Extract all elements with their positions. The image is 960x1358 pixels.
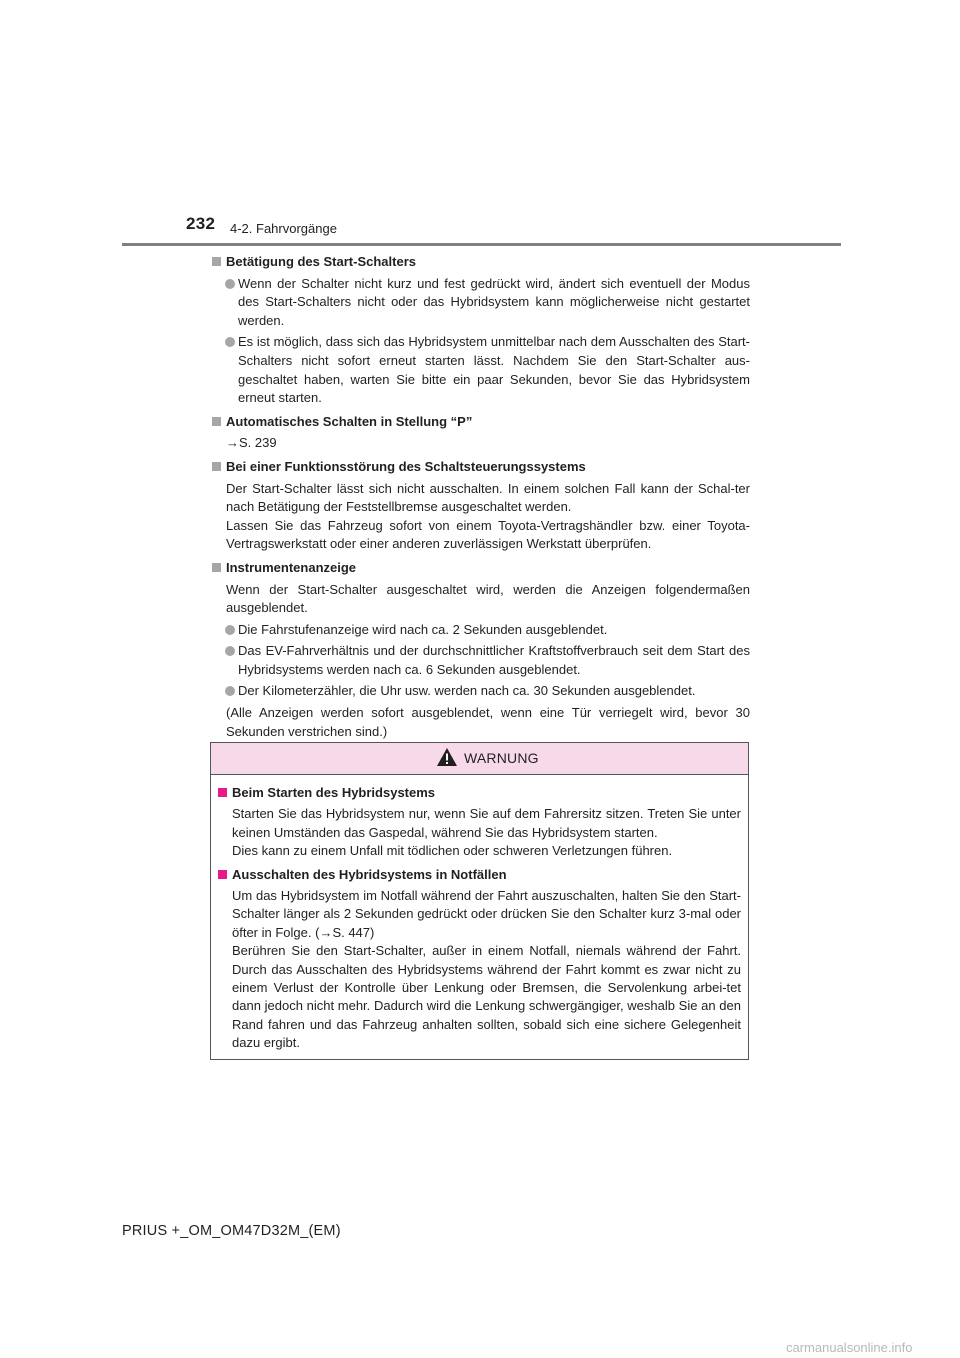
paragraph: Wenn der Start-Schalter ausgeschaltet wird, werden die Anzeigen folgendermaßen ausgeblendet. — [226, 581, 750, 616]
main-content — [210, 253, 750, 744]
warning-heading: Ausschalten des Hybridsystems in Notfällen — [216, 866, 741, 884]
square-bullet-icon — [218, 788, 227, 797]
square-bullet-icon — [212, 257, 221, 266]
section-heading: Automatisches Schalten in Stellung “P” — [210, 413, 750, 432]
warning-header — [211, 743, 748, 775]
warning-heading: Beim Starten des Hybridsystems — [216, 784, 741, 802]
section-heading: Betätigung des Start-Schalters — [210, 253, 750, 272]
square-bullet-icon — [212, 417, 221, 426]
bullet-item: Das EV-Fahrverhältnis und der durchschnittlicher Kraftstoffverbrauch seit dem Start des Hybridsystems werden nach ca. 6 Sekunden ausgeblendet. — [210, 642, 750, 679]
header-rule — [122, 243, 841, 246]
circle-bullet-icon — [225, 686, 235, 696]
paragraph: Lassen Sie das Fahrzeug sofort von einem Toyota-Vertragshändler bzw. einer Toyota-Vertragswerkstatt oder einer anderen zuverlässigen Werkstatt überprüfen. — [226, 517, 750, 552]
paragraph: Berühren Sie den Start-Schalter, außer in einem Notfall, niemals während der Fahrt. Durch das Ausschalten des Hybridsystems während der Fahrt kommt es zwar nicht zu einem Verlust der Kontrolle über Lenkung oder Bremsen, die Servolenkung arbei-tet dann jedoch nicht mehr. Dadurch wird die Lenkung schwergängiger, weshalb Sie an den Rand fahren und das Fahrzeug anhalten sollten, sobald sich eine sichere Gelegenheit dazu ergibt. — [232, 943, 741, 1051]
paragraph: (Alle Anzeigen werden sofort ausgeblendet, wenn eine Tür verriegelt wird, bevor 30 Sekunden verstrichen sind.) — [226, 705, 750, 739]
warning-triangle-icon — [436, 747, 458, 767]
square-bullet-icon — [212, 462, 221, 471]
bullet-item: Der Kilometerzähler, die Uhr usw. werden nach ca. 30 Sekunden ausgeblendet. — [210, 682, 750, 701]
bullet-item: Die Fahrstufenanzeige wird nach ca. 2 Sekunden ausgeblendet. — [210, 621, 750, 640]
warning-box — [210, 742, 749, 1060]
page-number: 232 — [186, 214, 216, 233]
circle-bullet-icon — [225, 625, 235, 635]
warning-content — [216, 784, 741, 1056]
arrow-icon: → — [226, 435, 239, 451]
page-reference[interactable]: →S. 239 — [226, 435, 277, 451]
circle-bullet-icon — [225, 279, 235, 289]
warning-title: WARNUNG — [464, 750, 539, 766]
bullet-item: Es ist möglich, dass sich das Hybridsystem unmittelbar nach dem Ausschalten des Start-Schalters nicht sofort erneut starten lässt. Nachdem Sie den Start-Schalter aus-geschaltet haben, warten Sie bitte ein paar Sekunden, bevor Sie das Hybridsystem erneut starten. — [210, 333, 750, 407]
watermark: carmanualsonline.info — [786, 1340, 913, 1355]
paragraph: Um das Hybridsystem im Notfall während der Fahrt auszuschalten, halten Sie den Start-Schalter länger als 2 Sekunden gedrückt oder drücken Sie den Schalter kurz 3-mal oder öfter in Folge. (→S. 447) — [232, 888, 741, 940]
paragraph: Dies kann zu einem Unfall mit tödlichen oder schweren Verletzungen führen. — [232, 843, 673, 859]
section-heading: Bei einer Funktionsstörung des Schaltsteuerungssystems — [210, 458, 750, 477]
paragraph: Starten Sie das Hybridsystem nur, wenn Sie auf dem Fahrersitz sitzen. Treten Sie unter keinen Umständen das Gaspedal, während Sie das Hybridsystem starten. — [232, 806, 741, 840]
square-bullet-icon — [218, 870, 227, 879]
footer-code: PRIUS +_OM_OM47D32M_(EM) — [122, 1223, 341, 1239]
section-title: 4-2. Fahrvorgänge — [230, 221, 337, 236]
bullet-item: Wenn der Schalter nicht kurz und fest gedrückt wird, ändert sich eventuell der Modus des Start-Schalters nicht oder das Hybridsystem kann möglicherweise nicht gestartet werden. — [210, 275, 750, 331]
circle-bullet-icon — [225, 337, 235, 347]
paragraph: Der Start-Schalter lässt sich nicht ausschalten. In einem solchen Fall kann der Schal-ter nach Betätigung der Feststellbremse ausgeschaltet werden. — [226, 480, 750, 515]
square-bullet-icon — [212, 563, 221, 572]
arrow-icon: → — [319, 924, 333, 940]
circle-bullet-icon — [225, 646, 235, 656]
section-heading: Instrumentenanzeige — [210, 559, 750, 578]
